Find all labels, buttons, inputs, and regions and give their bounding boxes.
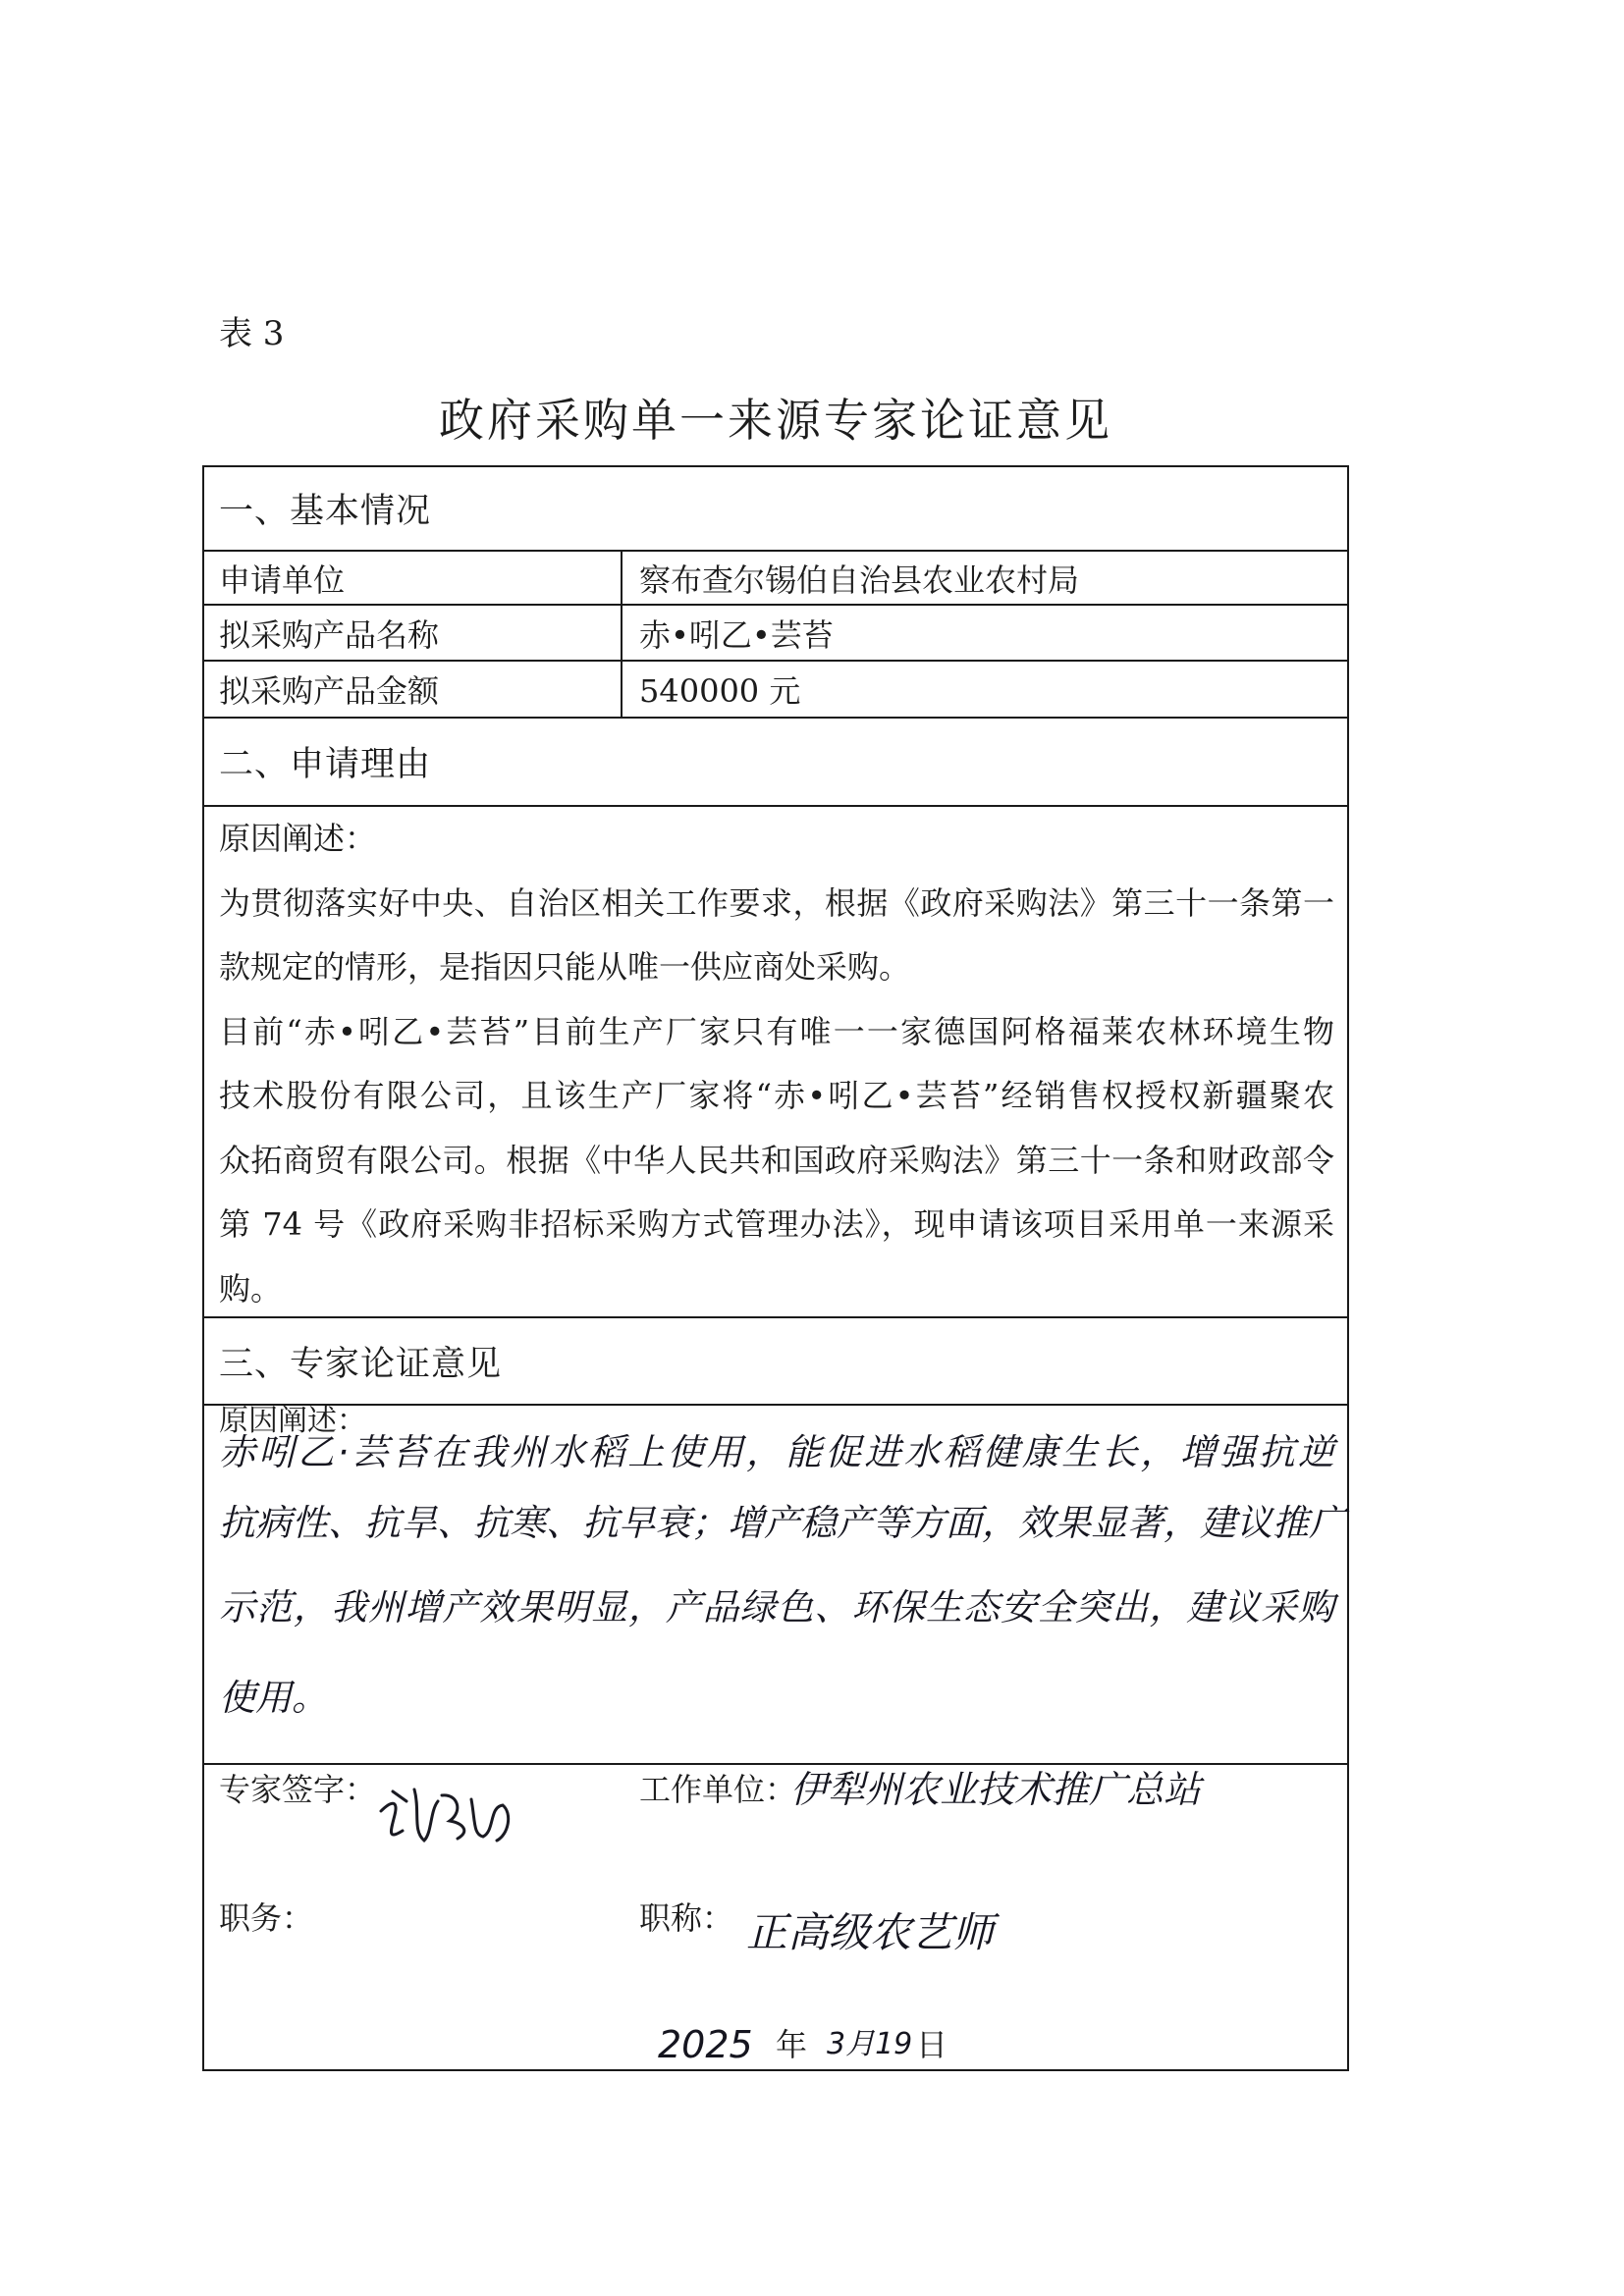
product-amount-value: 540000 元 bbox=[639, 672, 801, 710]
product-name-label: 拟采购产品名称 bbox=[204, 606, 623, 660]
product-name-value: 赤•吲乙•芸苔 bbox=[639, 615, 834, 654]
handwritten-opinion-line: 示范，我州增产效果明显，产品绿色、环保生态安全突出，建议采购 bbox=[219, 1586, 1334, 1629]
applicant-label: 申请单位 bbox=[204, 552, 623, 604]
signature-label: 专家签字： bbox=[219, 1771, 377, 1808]
professional-title-label: 职称： bbox=[639, 1899, 734, 1937]
form-table bbox=[202, 465, 1349, 2071]
expert-opinion-body bbox=[204, 1404, 1347, 1763]
section-heading-text: 三、专家论证意见 bbox=[219, 1344, 503, 1384]
reason-line: 为贯彻落实好中央、自治区相关工作要求，根据《政府采购法》第三十一条第一 bbox=[219, 883, 1334, 922]
reason-line: 技术股份有限公司，且该生产厂家将“赤•吲乙•芸苔”经销售权授权新疆聚农 bbox=[219, 1077, 1334, 1114]
section-heading-text: 二、申请理由 bbox=[219, 745, 432, 784]
date-month-day: 3月19 bbox=[827, 2027, 913, 2061]
applicant-value: 察布查尔锡伯自治县农业农村局 bbox=[639, 561, 1080, 599]
employer-label: 工作单位： bbox=[639, 1771, 797, 1808]
document-title: 政府采购单一来源专家论证意见 bbox=[439, 394, 1112, 447]
expert-signature bbox=[373, 1772, 520, 1852]
reason-line: 款规定的情形，是指因只能从唯一供应商处采购。 bbox=[219, 948, 911, 986]
reason-intro: 原因阐述： bbox=[219, 820, 377, 857]
reason-line: 众拓商贸有限公司。根据《中华人民共和国政府采购法》第三十一条和财政部令 bbox=[219, 1141, 1334, 1179]
applicant-row bbox=[204, 550, 1347, 604]
section-expert-opinion-heading bbox=[204, 1316, 1347, 1404]
handwritten-opinion-line: 赤吲乙·芸苔在我州水稻上使用，能促进水稻健康生长，增强抗逆 bbox=[219, 1431, 1334, 1473]
reason-line: 第 74 号《政府采购非招标采购方式管理办法》，现申请该项目采用单一来源采 bbox=[219, 1205, 1334, 1243]
position-label: 职务： bbox=[219, 1899, 314, 1937]
product-amount-label: 拟采购产品金额 bbox=[204, 662, 623, 717]
professional-title-value: 正高级农艺师 bbox=[746, 1908, 995, 1956]
signoff-block bbox=[204, 1763, 1347, 2069]
reason-line: 目前“赤•吲乙•芸苔”目前生产厂家只有唯一一家德国阿格福莱农林环境生物 bbox=[219, 1012, 1334, 1050]
handwritten-opinion-line: 使用。 bbox=[219, 1677, 328, 1719]
reason-line: 购。 bbox=[219, 1269, 283, 1308]
table-number: 表 3 bbox=[219, 314, 285, 353]
handwritten-opinion-line: 抗病性、抗旱、抗寒、抗早衰；增产稳产等方面，效果显著，建议推广 bbox=[219, 1502, 1345, 1544]
product-amount-row bbox=[204, 660, 1347, 717]
date-day-suffix: 日 bbox=[916, 2026, 948, 2063]
section-heading-text: 一、基本情况 bbox=[219, 492, 432, 531]
employer-value: 伊犁州农业技术推广总站 bbox=[790, 1768, 1202, 1811]
section-reason-heading bbox=[204, 717, 1347, 805]
opinion-intro: 原因阐述： bbox=[219, 1404, 366, 1438]
product-name-row bbox=[204, 604, 1347, 660]
reason-body bbox=[204, 805, 1347, 1316]
date-year: 2025 bbox=[658, 2023, 753, 2066]
section-basic-info-heading bbox=[204, 467, 1347, 550]
date-year-suffix: 年 bbox=[776, 2026, 808, 2063]
